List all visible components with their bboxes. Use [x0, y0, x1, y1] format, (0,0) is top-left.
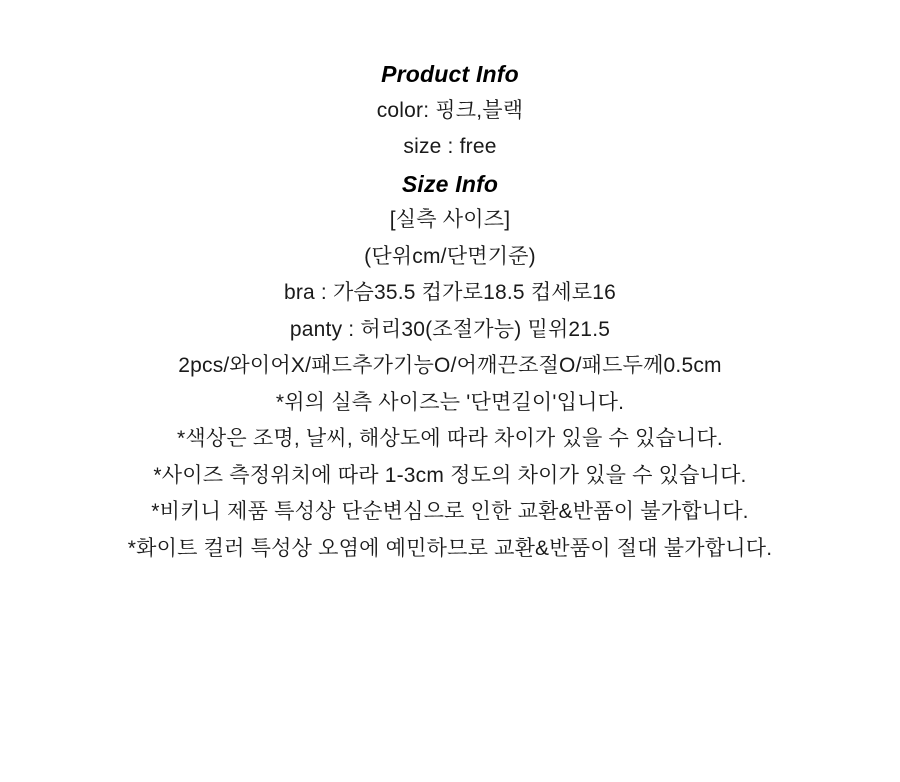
measurements-section: [0, 275, 900, 348]
note-size-tolerance: *사이즈 측정위치에 따라 1-3cm 정도의 차이가 있을 수 있습니다.: [153, 463, 747, 487]
product-size-line: size : free: [403, 135, 497, 158]
product-info-heading: Product Info: [381, 61, 519, 87]
note-white-no-return: *화이트 컬러 특성상 오염에 예민하므로 교환&반품이 절대 불가합니다.: [127, 536, 773, 560]
product-color-line: color: 핑크,블랙: [376, 98, 524, 122]
size-info-heading: Size Info: [401, 170, 499, 197]
bra-measurement-line: bra : 가슴35.5 컵가로18.5 컵세로16: [283, 281, 617, 304]
note-measured-length: *위의 실측 사이즈는 '단면길이'입니다.: [275, 390, 625, 414]
size-info-section: [0, 166, 900, 276]
size-info-measured-label: [실측 사이즈]: [389, 208, 511, 231]
note-bikini-no-return: *비키니 제품 특성상 단순변심으로 인한 교환&반품이 불가합니다.: [151, 500, 749, 523]
features-section: [0, 348, 900, 385]
notes-section: [0, 385, 900, 568]
size-info-unit-label: (단위cm/단면기준): [364, 244, 536, 268]
note-color-difference: *색상은 조명, 날씨, 해상도에 따라 차이가 있을 수 있습니다.: [177, 427, 723, 450]
panty-measurement-line: panty : 허리30(조절가능) 밑위21.5: [289, 317, 611, 341]
features-line: 2pcs/와이어X/패드추가기능O/어깨끈조절O/패드두께0.5cm: [178, 354, 722, 377]
product-info-section: [0, 56, 900, 166]
